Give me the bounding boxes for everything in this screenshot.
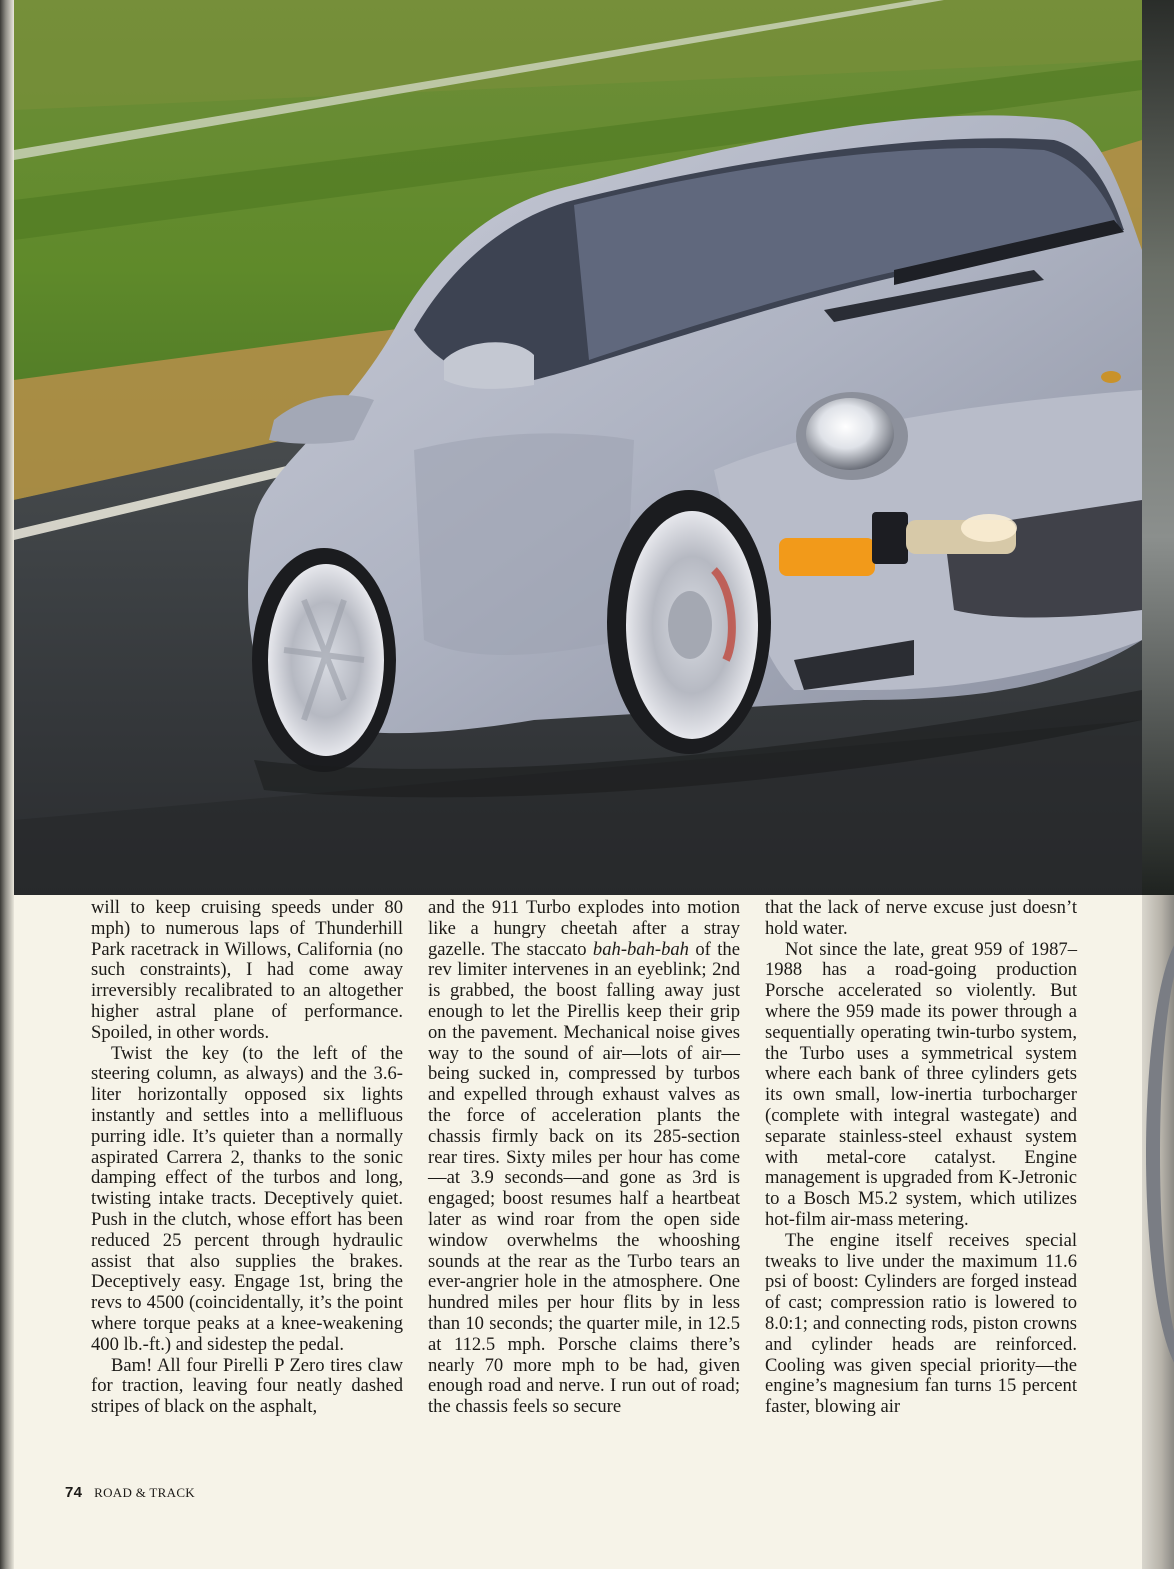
paragraph: Not since the late, great 959 of 1987–1988 has a road-going production Porsche accelerated so violently. But where the 959 made its power through a sequentially operating twin-turbo system, the Turbo uses a symmetrical system where each bank of three cylinders gets its own small, low-inertia turbocharger (complete with integral wastegate) and separate stainless-steel exhaust system with metal-core catalyst. Engine management is upgraded from K-Jetronic to a Bosch M5.2 system, which utilizes hot-film air-mass metering. (765, 938, 1077, 1230)
text-run: of the rev limiter intervenes in an eyeblink; 2nd is grabbed, the boost falling away just enough to let the Pirellis keep their grip on the pavement. Mechanical noise gives way to the sound of air—lots of air—being sucked in, compressed by turbos and expelled through exhaust valves as the force of acceleration plants the chassis firmly back on its 285-section rear tires. Sixty miles per hour has come—at 3.9 seconds—and gone as 3rd is engaged; boost resumes half a heartbeat later as wind roar from the open side window overwhelms the whooshing sounds at the rear as the Turbo tears an ever-angrier hole in the atmosphere. One hundred miles per hour flits by in less than 10 seconds; the quarter mile, in 12.5 at 112.5 mph. Porsche claims there’s nearly 70 more mph to be had, given enough road and nerve. I run out of road; the chassis feels so secure (428, 938, 740, 1418)
article-column-1 (91, 898, 403, 1418)
paragraph: will to keep cruising speeds under 80 mph) to numerous laps of Thunderhill Park racetrack in Willows, California (no such constraints), I had come away irreversibly recalibrated to an altogether higher astral plane of performance. Spoiled, in other words. (91, 897, 403, 1043)
paragraph: The engine itself receives special tweaks to live under the maximum 11.6 psi of boost: Cylinders are forged instead of cast; compression ratio is lowered to 8.0:1; and connecting rods, piston crowns and cylinder heads are reinforced. Cooling was given special priority—the engine’s magnesium fan turns 15 percent faster, blowing air (765, 1229, 1077, 1418)
page-gutter (0, 0, 14, 1569)
paragraph (428, 898, 740, 1418)
magazine-name: ROAD & TRACK (94, 1485, 195, 1500)
facing-page-graphic (1146, 930, 1174, 1378)
italic-onomatopoeia: bah-bah-bah (592, 938, 689, 960)
facing-page-photo (1142, 0, 1174, 895)
paragraph: Twist the key (to the left of the steering column, as always) and the 3.6-liter horizontally opposed six lights instantly and settles into a mellifluous purring idle. It’s quieter than a normally aspirated Carrera 2, thanks to the sonic damping effect of the turbos and long, twisting intake tracts. Deceptively quiet. Push in the clutch, whose effort has been reduced 25 percent through hydraulic assist that also supplies the brakes. Deceptively easy. Engage 1st, bring the revs to 4500 (coincidentally, it’s the point where torque peaks at a knee-weakening 400 lb.-ft.) and sidestep the pedal. (91, 1042, 403, 1355)
facing-page-edge (1142, 0, 1174, 1569)
page-number: 74 (65, 1484, 83, 1501)
hero-photo (14, 0, 1142, 895)
article-body (91, 898, 1091, 1443)
page-footer (65, 1484, 195, 1502)
paragraph: that the lack of nerve excuse just doesn’t hold water. (765, 897, 1077, 939)
article-column-2 (428, 898, 740, 1418)
text-run: and the 911 Turbo explodes into motion like a hungry cheetah after a stray gazelle. The staccato (428, 897, 740, 960)
article-column-3 (765, 898, 1077, 1418)
paragraph: Bam! All four Pirelli P Zero tires claw for traction, leaving four neatly dashed stripes of black on the asphalt, (91, 1354, 403, 1418)
